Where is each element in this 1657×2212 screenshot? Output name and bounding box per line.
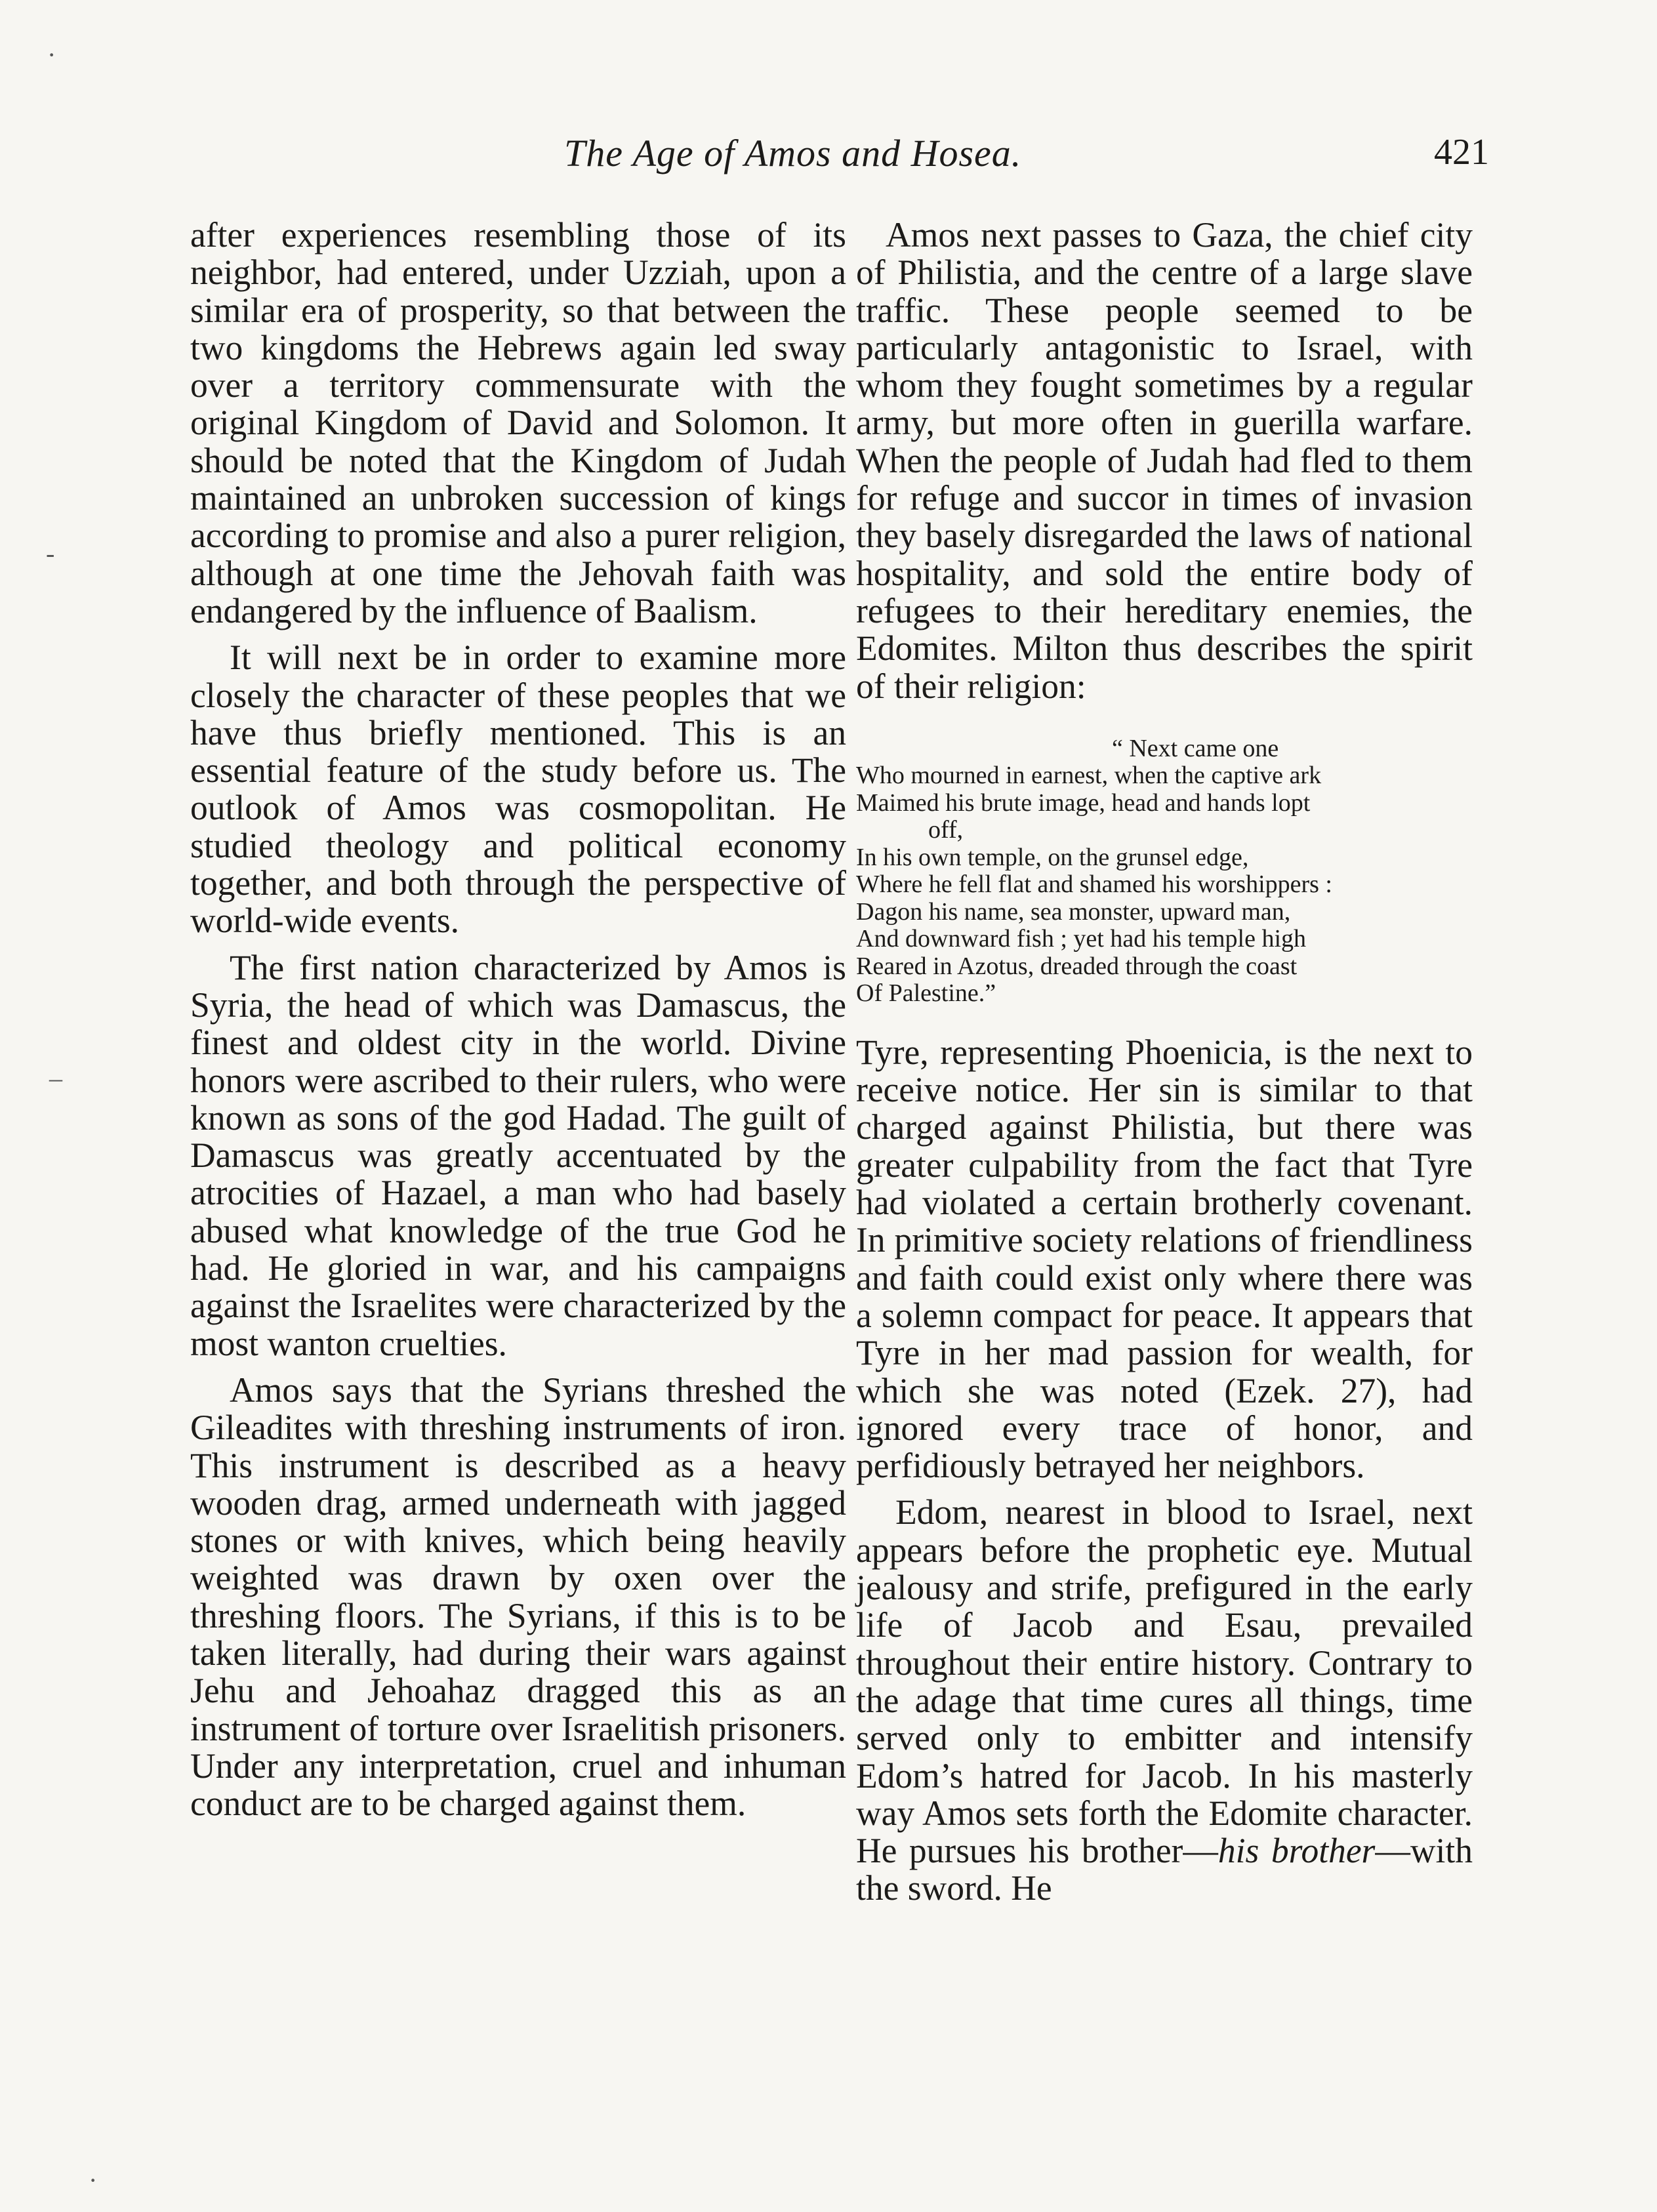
paragraph-tyre: Tyre, representing Phoenicia, is the next to receive notice. Her sin is similar to that charged against Philistia, but there was greater culpability from the fact that Tyre had violated a certain brotherly covenant. In primitive society relations of friendliness and faith could exist only where there was a solemn compact for peace. It appears that Tyre in her mad passion for wealth, for which she was noted (Ezek. 27), had ignored every trace of honor, and perfidiously betrayed her neighbors. [856, 1032, 1473, 1486]
paragraph-threshing: Amos says that the Syrians threshed the Gileadites with threshing instruments of iron. This instrument is described as a heavy wooden drag, armed underneath with jagged stones or with knives, which being heavily weighted was drawn by oxen over the threshing floors. The Syrians, if this is to be taken literally, had during their wars against Jehu and Jehoahaz dragged this as an instrument of torture over Israelitish prisoners. Under any interpretation, cruel and inhuman conduct are to be charged against them. [190, 1370, 846, 1824]
quote-line: “ Next came one [1112, 734, 1279, 762]
page-number: 421 [1434, 132, 1489, 173]
milton-quotation [856, 735, 1473, 1008]
quote-line: Reared in Azotus, dreaded through the coast [856, 952, 1298, 980]
running-header [564, 131, 1489, 203]
paragraph-syria: The first nation characterized by Amos is Syria, the head of which was Damascus, the finest and oldest city in the world. Divine honors were ascribed to their rulers, who were known as sons of the god Hadad. The guilt of Damascus was greatly accentuated by the atrocities of Hazael, a man who had basely abused what knowledge of the true God he had. He gloried in war, and his campaigns against the Israelites were characterized by the most wanton cruelties. [190, 947, 846, 1363]
quote-line: off, [928, 816, 964, 844]
scan-speck: · [89, 2165, 98, 2195]
paragraph-prosperity: after experiences resembling those of its neighbor, had entered, under Uzziah, upon a similar era of prosperity, so that between the two kingdoms the Hebrews again led sway over a territory commensurate with the original Kingdom of David and Solomon. It should be noted that the Kingdom of Judah maintained an unbroken succession of kings according to promise and also a purer religion, although at one time the Jehovah faith was endangered by the influence of Baalism. [190, 215, 846, 630]
right-column [856, 216, 1473, 1908]
scan-speck: – [49, 1063, 62, 1093]
quote-line: Who mourned in earnest, when the captive ark [856, 762, 1322, 790]
italic-his-brother: his brother [1217, 1831, 1376, 1871]
paragraph-outlook: It will next be in order to examine more closely the character of these peoples that we have thus briefly mentioned. This is an essential feature of the study before us. The outlook of Amos was cosmopolitan. He studied theology and political economy together, and both through the perspective of world-wide events. [190, 638, 846, 941]
quote-line: Of Palestine.” [856, 979, 996, 1008]
left-column [190, 216, 846, 1822]
paragraph-gaza: Amos next passes to Gaza, the chief city of Philistia, and the centre of a large slave traffic. These people seemed to be particularly antagonistic to Israel, with whom they fought sometimes by a regular army, but more often in guerilla warfare. When the people of Judah had fled to them for refuge and succor in times of invasion they basely disregarded the laws of national hospitality, and sold the entire body of refugees to their hereditary enemies, the Edomites. Milton thus describes the spirit of their religion: [856, 215, 1473, 706]
scan-speck: - [46, 539, 55, 568]
edom-tail: —with the sword. He [856, 1831, 1473, 1908]
edom-text: Edom, nearest in blood to Israel, next appears before the prophetic eye. Mutual jealousy and strife, prefigured in the early life of Jacob and Esau, prevailed throughout their entire history. Contrary to the adage that time cures all things, time served only to embitter and intensify Edom’s hatred for Jacob. In his masterly way Amos sets forth the Edomite character. He pursues his brother— [856, 1492, 1473, 1871]
quote-line: In his own temple, on the grunsel edge, [856, 843, 1249, 871]
paragraph-edom [856, 1494, 1473, 1907]
running-title: The Age of Amos and Hosea. [564, 132, 1022, 174]
quote-line: Maimed his brute image, head and hands lopt [856, 789, 1311, 817]
quote-line: And downward fish ; yet had his temple high [856, 925, 1307, 953]
quote-line: Where he fell flat and shamed his worshippers : [856, 870, 1332, 899]
scan-speck: · [47, 40, 56, 70]
quote-line: Dagon his name, sea monster, upward man, [856, 897, 1291, 926]
